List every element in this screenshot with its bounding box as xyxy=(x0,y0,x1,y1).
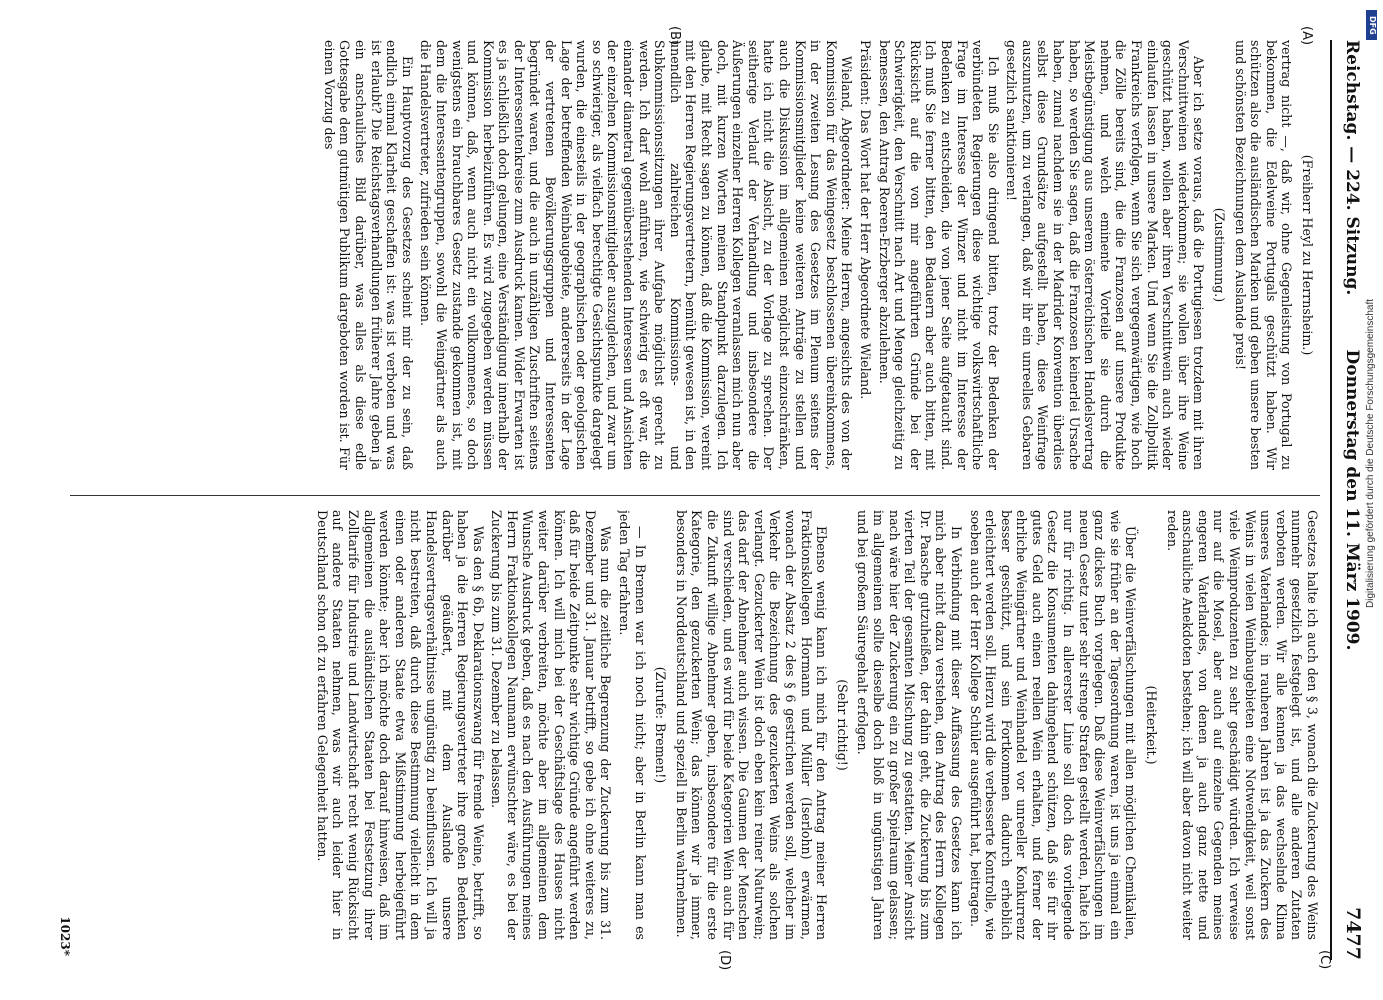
right-column-paragraph: Gesetzes halte ich auch den § 3, wonach die Zuckerung des Weins nunmehr gesetzlich festgelegt ist, und alle anderen Zutaten verboten werden. Wir alle kennen ja das wechselnde Klima unseres Vaterlandes; in rauheren Jahren ist ja das Zuckern des Weins in vielen Weinbaugebieten eine Notwendigkeit, weil sonst viele Weinproduzenten zu sehr geschädigt würden. Ich verweise nur auf die Mosel, aber auch auf einzelne Gegenden meines engeren Vaterlandes, von denen ja auch ganz nette und anschauliche Anekdoten bestehen; ich will aber davon nicht weiter reden. xyxy=(1164,510,1320,940)
scanned-page xyxy=(52,26,1372,971)
right-column-paragraph: (Sehr richtig!) xyxy=(834,679,850,771)
margin-marker-d: (D) xyxy=(717,950,732,971)
margin-marker-b: (B) xyxy=(667,26,682,46)
right-column-paragraph: (Zurufe: Bremen!) xyxy=(653,666,669,784)
digitization-sidebar xyxy=(1363,0,1383,1000)
left-column-paragraph: Ein Hauptvorzug des Gesetzes scheint mir der zu sein, daß endlich einmal Klarheit geschaffen ist: was ist verboten und was ist erlaubt? Die Reichstagsverhandlungen früherer Jahre geben ja ein anschauliches Bild darüber, was alles als diese edle Gottesgabe dem gutmütigen Publikum dargeboten worden ist. Für einen Vorzug des xyxy=(321,40,415,470)
right-column-paragraph: (Heiterkeit.) xyxy=(1144,685,1160,765)
left-column-paragraph: Präsident: Das Wort hat der Herr Abgeordnete Wieland. xyxy=(857,40,873,400)
right-column-paragraph: — In Bremen war ich noch nicht; aber in Berlin kann man es jeden Tag erfahren. xyxy=(617,510,648,940)
margin-marker-c: (C) xyxy=(1317,950,1332,970)
left-column-paragraph: (Zustimmung.) xyxy=(1212,207,1228,303)
header-left: Reichstag. — 224. Sitzung. xyxy=(1342,40,1362,296)
left-column-paragraph: vertrag nicht —, daß wir, ohne Gegenleistung von Portugal zu bekommen, die Edelweine Portugals geschützt haben. Wir schützen also die ausländischen Marken und geben unsere besten und schönsten Bezeichnungen dem Auslande preis! xyxy=(1232,40,1295,470)
right-column xyxy=(70,510,1320,940)
footer-code: 1023* xyxy=(58,916,72,956)
left-column-paragraph: (Freiherr Heyl zu Herrnsheim.) xyxy=(1300,154,1315,356)
dfg-logo: DFG xyxy=(1366,10,1377,40)
right-column-paragraph: Über die Weinverfälschungen mit allen möglichen Chemikalien, wie sie früher an der Tagesordnung waren, ist uns ja einmal ein ganz dickes Buch vorgelegen. Daß diese Weinverfälschungen im neuen Gesetz unter sehr strenge Strafen gestellt werden, halte ich nur für richtig. In allererster Linie soll doch das vorliegende Gesetz die Konsumenten dahingehend schützen, daß sie für ihr gutes Geld auch einen reellen Wein erhalten, und ferner der ehrliche Weingärtner und Weinhandel vor unreeller Konkurrenz besser geschützt, und sein Fortkommen dadurch erheblich erleichtert werden soll. Hierzu wird die verbesserte Kontrolle, wie soeben auch der Herr Kollege Schüler ausgeführt hat, beitragen. xyxy=(967,510,1139,940)
margin-marker-a: (A) xyxy=(1299,26,1314,46)
right-column-paragraph: Was nun die zeitliche Begrenzung der Zuckerung bis zum 31. Dezember und 31. Januar betrifft, so gebe ich ohne weiteres zu, daß für beide Zeitpunkte sehr wichtige Gründe angeführt werden können. Ich will mich bei der Geschäftslage des Hauses nicht weiter darüber verbreiten, möchte aber im allgemeinen dem Wunsche Ausdruck geben, daß es nach den Ausführungen meines Herrn Fraktionskollegen Naumann erwünschter wäre, es bei der Zuckerung bis zum 31. Dezember zu belassen. xyxy=(489,510,614,940)
column-divider xyxy=(70,495,1320,496)
right-column-paragraph: In Verbindung mit dieser Auffassung des Gesetzes kann ich mich aber nicht dazu verstehen, den Antrag des Herrn Kollegen Dr. Paasche gutzuheißen, der dahin geht, die Zuckerung bis zum vierten Teil der gesamten Mischung zu gestatten. Meiner Ansicht nach wäre hier der Zuckerung ein zu großer Spielraum gelassen; im allgemeinen sollte dieselbe doch bloß in ungünstigen Jahren und bei großem Säuregehalt erfolgen. xyxy=(855,510,964,940)
right-column-paragraph: Was den § 6b, Deklarationszwang für fremde Weine, betrifft, so haben ja die Herren Regierungsvertreter ihre großen Bedenken darüber geäußert, mit dem Auslande unsere Handelsvertragsverhältnisse ungünstig zu beeinflussen. Ich will ja nicht bestreiten, daß durch diese Bestimmung vielleicht in dem einen oder anderen Staate etwa Mißstimmung herbeigeführt werden könnte; aber ich möchte doch darauf hinweisen, daß im allgemeinen die ausländischen Staaten bei Festsetzung ihrer Zolltarife für Industrie und Landwirtschaft recht wenig Rücksicht auf andere Staaten nehmen, was wir auch leider hier in Deutschland schon oft zu erfahren Gelegenheit hatten. xyxy=(314,510,486,940)
left-column-paragraph: Wieland, Abgeordneter: Meine Herren, angesichts des von der Kommission für das Weingesetz beschlossenen übereinkommens, in der zweiten Lesung des Gesetzes im Plenum seitens der Kommissionsmitglieder keine weiteren Anträge zu stellen und auch die Diskussion im allgemeinen möglichst einzuschränken, hatte ich nicht die Absicht, zu der Vorlage zu sprechen. Der seitherige Verlauf der Verhandlung und insbesondere die Äußerungen einzelner Herren Kollegen veranlassen mich nun aber doch, mit kurzen Worten meinen Standpunkt darzulegen. Ich glaube, mit Recht sagen zu können, daß die Kommission, vereint mit den Herren Regierungsvertretern, bemüht gewesen ist, in den unendlich zahlreichen Kommissions- und Subkommissionssitzungen ihrer Aufgabe möglichst gerecht zu werden. Ich darf wohl anführen, wie schwierig es oft war, die einander diametral gegenüberstehenden Interessen und Ansichten der einzelnen Kommissionsmitglieder auszugleichen, und zwar um so schwieriger, als vielfach berechtigte Gesichtspunkte dargelegt wurden, die einesteils in der geographischen oder geologischen Lage der betreffenden Weinbaugebiete, andererseits in der Lage der vertretenen Bevölkerungsgruppen und Interessenten begründet waren, und die auch in unzähligen Zuschriften seitens der Interessentenkreise zum Ausdruck kamen. Wider Erwarten ist es ja schließlich doch gelungen, eine Verständigung innerhalb der Kommission herbeizuführen. Es wird zugegeben werden müssen und können, daß, wenn auch nicht ein vollkommenes, so doch wenigstens ein brauchbares Gesetz zustande gekommen ist, mit dem die Interessentengruppen, sowohl die Weingärtner als auch die Handelsvertreter, zufrieden sein können. xyxy=(418,40,855,470)
left-column xyxy=(70,40,1320,470)
left-column-paragraph: Aber ich setze voraus, daß die Portugiesen trotzdem mit ihren Verschnittweinen wiederkommen; sie wollen über ihre Weine geschützt haben, wollen aber ihren Verschnittwein auch wieder einlaufen lassen in unsere Marken. Und wenn Sie die Zollpolitik Frankreichs verfolgen, wenn Sie sich vergegenwärtigen, wie hoch die Zölle bereits sind, die die Franzosen auf unsere Produkte nehmen, und welch eminente Vorteile sie durch die Meistbegünstigung aus unserem österreichischen Handelsvertrag haben, so werden Sie sagen, daß die Franzosen keinerlei Ursache haben, zumal nachdem sie in der Madrider Konvention überdies selbst diese Grundsätze aufgestellt haben, diese Weinfrage auszunutzen, um zu verlangen, daß wir ihr ein unreelles Gebaren gesetzlich sanktionieren! xyxy=(1004,40,1207,470)
header-date: Donnerstag den 11. März 1909. xyxy=(1342,349,1362,651)
page-number: 7477 xyxy=(1342,907,1364,960)
left-column-paragraph: Ich muß Sie also dringend bitten, trotz der Bedenken der verbündeten Regierungen diese wichtige volkswirtschaftliche Frage im Interesse der Winzer und nicht im Interesse der Bedenken zu entscheiden, die von jener Seite aufgetaucht sind. Ich muß Sie ferner bitten, den Bedauern aber auch bitten, mit Rücksicht auf die von mir angeführten Gründe bei der Schwierigkeit, den Verschnitt nach Art und Menge gleichzeitig zu bemessen, den Antrag Roeren-Erzberger abzulehnen. xyxy=(876,40,1001,470)
digitization-credit: Digitalisierung gefördert durch die Deutsche Forschungsgemeinschaft xyxy=(1365,298,1376,608)
right-column-paragraph: Ebenso wenig kann ich mich für den Antrag meiner Herren Fraktionskollegen Hormann und Müller (Iserlohn) erwärmen, wonach der Absatz 2 des § 6 gestrichen werden soll, welcher im Verkehr die Bezeichnung des gezuckerten Weins als solchen verlangt. Gezuckerter Wein ist doch eben kein reiner Naturwein; das darf der Abnehmer auch wissen. Die Gaumen der Menschen sind verschieden, und es wird für beide Kategorien Wein auch für die Zukunft willige Abnehmer geben, insbesondere für die erste Kategorie, den gezuckerten Wein; das können wir ja immer, besonders in Norddeutschland und speziell in Berlin wahrnehmen. xyxy=(673,510,830,940)
